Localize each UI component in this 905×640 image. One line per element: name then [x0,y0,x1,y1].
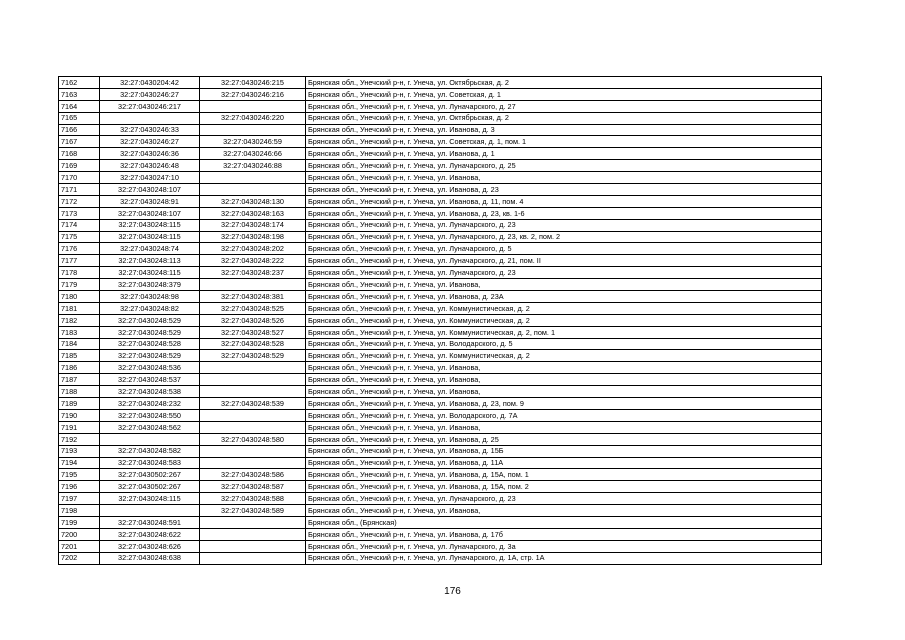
related-cadastral-number-cell: 32:27:0430248:237 [200,267,306,279]
table-row [59,100,822,112]
row-number-cell: 7192 [59,433,100,445]
cadastral-number-cell: 32:27:0430248:528 [100,338,200,350]
table-row [59,148,822,160]
cadastral-number-cell: 32:27:0430248:115 [100,219,200,231]
address-cell: Брянская обл., Унечский р-н, г. Унеча, ул. Луначарского, д. 3а [306,540,822,552]
cadastral-number-cell: 32:27:0430246:36 [100,148,200,160]
related-cadastral-number-cell: 32:27:0430248:198 [200,231,306,243]
related-cadastral-number-cell: 32:27:0430246:88 [200,160,306,172]
table-row [59,231,822,243]
address-cell: Брянская обл., Унечский р-н, г. Унеча, ул. Иванова, д. 25 [306,433,822,445]
table-row [59,445,822,457]
related-cadastral-number-cell [200,100,306,112]
address-cell: Брянская обл., Унечский р-н, г. Унеча, ул. Володарского, д. 5 [306,338,822,350]
address-cell: Брянская обл., Унечский р-н, г. Унеча, ул. Октябрьская, д. 2 [306,112,822,124]
cadastral-number-cell: 32:27:0430248:232 [100,398,200,410]
row-number-cell: 7171 [59,184,100,196]
cadastral-number-cell: 32:27:0430502:267 [100,481,200,493]
address-cell: Брянская обл., Унечский р-н, г. Унеча, ул. Иванова, д. 23, кв. 1-6 [306,207,822,219]
related-cadastral-number-cell: 32:27:0430248:174 [200,219,306,231]
address-cell: Брянская обл., Унечский р-н, г. Унеча, ул. Луначарского, д. 5 [306,243,822,255]
row-number-cell: 7196 [59,481,100,493]
related-cadastral-number-cell [200,362,306,374]
address-cell: Брянская обл., Унечский р-н, г. Унеча, ул. Иванова, д. 23 [306,184,822,196]
table-row [59,88,822,100]
table-row [59,314,822,326]
row-number-cell: 7169 [59,160,100,172]
table-row [59,160,822,172]
related-cadastral-number-cell [200,279,306,291]
address-cell: Брянская обл., Унечский р-н, г. Унеча, ул. Иванова, [306,362,822,374]
table-row [59,255,822,267]
address-cell: Брянская обл., Унечский р-н, г. Унеча, ул. Луначарского, д. 23 [306,219,822,231]
table-row [59,279,822,291]
related-cadastral-number-cell [200,516,306,528]
cadastral-number-cell: 32:27:0430246:27 [100,136,200,148]
registry-table-body [59,77,822,565]
related-cadastral-number-cell: 32:27:0430248:222 [200,255,306,267]
table-row [59,136,822,148]
cadastral-number-cell: 32:27:0430248:536 [100,362,200,374]
related-cadastral-number-cell: 32:27:0430248:528 [200,338,306,350]
related-cadastral-number-cell [200,124,306,136]
related-cadastral-number-cell: 32:27:0430248:527 [200,326,306,338]
cadastral-number-cell: 32:27:0430248:562 [100,421,200,433]
cadastral-number-cell: 32:27:0430248:537 [100,374,200,386]
address-cell: Брянская обл., Унечский р-н, г. Унеча, ул. Советская, д. 1 [306,88,822,100]
cadastral-number-cell: 32:27:0430248:550 [100,409,200,421]
address-cell: Брянская обл., Унечский р-н, г. Унеча, ул. Иванова, д. 15А, пом. 2 [306,481,822,493]
table-row [59,505,822,517]
related-cadastral-number-cell [200,421,306,433]
row-number-cell: 7174 [59,219,100,231]
cadastral-number-cell: 32:27:0430248:529 [100,314,200,326]
cadastral-number-cell: 32:27:0430248:626 [100,540,200,552]
address-cell: Брянская обл., Унечский р-н, г. Унеча, ул. Иванова, д. 15А, пом. 1 [306,469,822,481]
address-cell: Брянская обл., Унечский р-н, г. Унеча, ул. Коммунистическая, д. 2 [306,314,822,326]
related-cadastral-number-cell [200,409,306,421]
address-cell: Брянская обл., Унечский р-н, г. Унеча, ул. Луначарского, д. 1А, стр. 1А [306,552,822,564]
table-row [59,326,822,338]
table-row [59,124,822,136]
row-number-cell: 7199 [59,516,100,528]
address-cell: Брянская обл., Унечский р-н, г. Унеча, ул. Иванова, д. 23А [306,291,822,303]
related-cadastral-number-cell: 32:27:0430246:216 [200,88,306,100]
table-row [59,267,822,279]
row-number-cell: 7185 [59,350,100,362]
table-row [59,552,822,564]
cadastral-number-cell: 32:27:0430246:27 [100,88,200,100]
row-number-cell: 7173 [59,207,100,219]
table-row [59,291,822,303]
row-number-cell: 7172 [59,195,100,207]
cadastral-number-cell: 32:27:0430204:42 [100,77,200,89]
address-cell: Брянская обл., Унечский р-н, г. Унеча, ул. Иванова, [306,505,822,517]
cadastral-number-cell: 32:27:0430248:113 [100,255,200,267]
cadastral-number-cell: 32:27:0430248:638 [100,552,200,564]
table-row [59,195,822,207]
row-number-cell: 7189 [59,398,100,410]
address-cell: Брянская обл., Унечский р-н, г. Унеча, ул. Луначарского, д. 23, кв. 2, пом. 2 [306,231,822,243]
address-cell: Брянская обл., Унечский р-н, г. Унеча, ул. Иванова, [306,172,822,184]
row-number-cell: 7202 [59,552,100,564]
related-cadastral-number-cell: 32:27:0430248:589 [200,505,306,517]
table-row [59,540,822,552]
table-row [59,374,822,386]
related-cadastral-number-cell: 32:27:0430248:580 [200,433,306,445]
address-cell: Брянская обл., Унечский р-н, г. Унеча, ул. Володарского, д. 7А [306,409,822,421]
cadastral-number-cell: 32:27:0430248:583 [100,457,200,469]
table-row [59,243,822,255]
related-cadastral-number-cell: 32:27:0430248:381 [200,291,306,303]
row-number-cell: 7187 [59,374,100,386]
address-cell: Брянская обл., Унечский р-н, г. Унеча, ул. Иванова, [306,279,822,291]
table-row [59,493,822,505]
page-number: 176 [444,586,461,597]
cadastral-number-cell: 32:27:0430248:379 [100,279,200,291]
cadastral-number-cell [100,505,200,517]
row-number-cell: 7201 [59,540,100,552]
cadastral-number-cell: 32:27:0430248:591 [100,516,200,528]
address-cell: Брянская обл., Унечский р-н, г. Унеча, ул. Коммунистическая, д. 2 [306,302,822,314]
row-number-cell: 7165 [59,112,100,124]
row-number-cell: 7191 [59,421,100,433]
table-row [59,184,822,196]
address-cell: Брянская обл., Унечский р-н, г. Унеча, ул. Луначарского, д. 25 [306,160,822,172]
row-number-cell: 7164 [59,100,100,112]
related-cadastral-number-cell: 32:27:0430246:215 [200,77,306,89]
related-cadastral-number-cell: 32:27:0430248:525 [200,302,306,314]
row-number-cell: 7175 [59,231,100,243]
table-row [59,386,822,398]
table-row [59,302,822,314]
related-cadastral-number-cell: 32:27:0430248:163 [200,207,306,219]
address-cell: Брянская обл., Унечский р-н, г. Унеча, ул. Иванова, д. 15Б [306,445,822,457]
table-row [59,207,822,219]
cadastral-number-cell: 32:27:0430248:529 [100,350,200,362]
table-row [59,481,822,493]
row-number-cell: 7190 [59,409,100,421]
cadastral-number-cell: 32:27:0430248:91 [100,195,200,207]
row-number-cell: 7166 [59,124,100,136]
address-cell: Брянская обл., (Брянская) [306,516,822,528]
cadastral-number-cell: 32:27:0430247:10 [100,172,200,184]
related-cadastral-number-cell: 32:27:0430246:220 [200,112,306,124]
address-cell: Брянская обл., Унечский р-н, г. Унеча, ул. Иванова, [306,421,822,433]
cadastral-number-cell: 32:27:0430246:33 [100,124,200,136]
related-cadastral-number-cell [200,552,306,564]
address-cell: Брянская обл., Унечский р-н, г. Унеча, ул. Иванова, д. 17б [306,528,822,540]
table-row [59,528,822,540]
row-number-cell: 7177 [59,255,100,267]
row-number-cell: 7183 [59,326,100,338]
address-cell: Брянская обл., Унечский р-н, г. Унеча, ул. Луначарского, д. 27 [306,100,822,112]
cadastral-number-cell: 32:27:0430248:115 [100,267,200,279]
cadastral-number-cell [100,433,200,445]
row-number-cell: 7178 [59,267,100,279]
address-cell: Брянская обл., Унечский р-н, г. Унеча, ул. Советская, д. 1, пом. 1 [306,136,822,148]
registry-table [58,76,822,565]
row-number-cell: 7176 [59,243,100,255]
address-cell: Брянская обл., Унечский р-н, г. Унеча, ул. Иванова, д. 3 [306,124,822,136]
address-cell: Брянская обл., Унечский р-н, г. Унеча, ул. Коммунистическая, д. 2 [306,350,822,362]
address-cell: Брянская обл., Унечский р-н, г. Унеча, ул. Иванова, д. 1 [306,148,822,160]
table-row [59,338,822,350]
row-number-cell: 7163 [59,88,100,100]
related-cadastral-number-cell: 32:27:0430248:539 [200,398,306,410]
row-number-cell: 7182 [59,314,100,326]
table-row [59,350,822,362]
cadastral-number-cell: 32:27:0430248:538 [100,386,200,398]
row-number-cell: 7197 [59,493,100,505]
cadastral-number-cell: 32:27:0430248:107 [100,207,200,219]
row-number-cell: 7184 [59,338,100,350]
related-cadastral-number-cell: 32:27:0430248:130 [200,195,306,207]
address-cell: Брянская обл., Унечский р-н, г. Унеча, ул. Иванова, д. 23, пом. 9 [306,398,822,410]
related-cadastral-number-cell: 32:27:0430248:526 [200,314,306,326]
table-row [59,77,822,89]
address-cell: Брянская обл., Унечский р-н, г. Унеча, ул. Иванова, д. 11, пом. 4 [306,195,822,207]
table-row [59,421,822,433]
related-cadastral-number-cell: 32:27:0430248:587 [200,481,306,493]
table-row [59,433,822,445]
related-cadastral-number-cell [200,445,306,457]
address-cell: Брянская обл., Унечский р-н, г. Унеча, ул. Иванова, [306,386,822,398]
address-cell: Брянская обл., Унечский р-н, г. Унеча, ул. Октябрьская, д. 2 [306,77,822,89]
related-cadastral-number-cell [200,172,306,184]
related-cadastral-number-cell: 32:27:0430248:588 [200,493,306,505]
cadastral-number-cell: 32:27:0430246:217 [100,100,200,112]
cadastral-number-cell: 32:27:0430248:74 [100,243,200,255]
address-cell: Брянская обл., Унечский р-н, г. Унеча, ул. Луначарского, д. 23 [306,267,822,279]
row-number-cell: 7186 [59,362,100,374]
cadastral-number-cell: 32:27:0430248:115 [100,493,200,505]
table-row [59,219,822,231]
table-row [59,172,822,184]
row-number-cell: 7195 [59,469,100,481]
related-cadastral-number-cell [200,386,306,398]
row-number-cell: 7179 [59,279,100,291]
cadastral-number-cell: 32:27:0430248:622 [100,528,200,540]
address-cell: Брянская обл., Унечский р-н, г. Унеча, ул. Луначарского, д. 23 [306,493,822,505]
related-cadastral-number-cell [200,540,306,552]
cadastral-number-cell: 32:27:0430502:267 [100,469,200,481]
cadastral-number-cell: 32:27:0430248:582 [100,445,200,457]
cadastral-number-cell: 32:27:0430248:107 [100,184,200,196]
row-number-cell: 7181 [59,302,100,314]
related-cadastral-number-cell: 32:27:0430248:529 [200,350,306,362]
table-row [59,112,822,124]
cadastral-number-cell: 32:27:0430248:82 [100,302,200,314]
address-cell: Брянская обл., Унечский р-н, г. Унеча, ул. Иванова, [306,374,822,386]
row-number-cell: 7188 [59,386,100,398]
row-number-cell: 7198 [59,505,100,517]
related-cadastral-number-cell [200,184,306,196]
row-number-cell: 7194 [59,457,100,469]
row-number-cell: 7168 [59,148,100,160]
related-cadastral-number-cell: 32:27:0430248:202 [200,243,306,255]
related-cadastral-number-cell [200,374,306,386]
table-row [59,409,822,421]
related-cadastral-number-cell [200,528,306,540]
table-row [59,469,822,481]
related-cadastral-number-cell: 32:27:0430246:59 [200,136,306,148]
related-cadastral-number-cell: 32:27:0430246:66 [200,148,306,160]
row-number-cell: 7167 [59,136,100,148]
row-number-cell: 7162 [59,77,100,89]
row-number-cell: 7193 [59,445,100,457]
address-cell: Брянская обл., Унечский р-н, г. Унеча, ул. Коммунистическая, д. 2, пом. 1 [306,326,822,338]
table-row [59,362,822,374]
cadastral-number-cell [100,112,200,124]
table-row [59,457,822,469]
related-cadastral-number-cell: 32:27:0430248:586 [200,469,306,481]
cadastral-number-cell: 32:27:0430248:98 [100,291,200,303]
address-cell: Брянская обл., Унечский р-н, г. Унеча, ул. Иванова, д. 11А [306,457,822,469]
cadastral-number-cell: 32:27:0430248:529 [100,326,200,338]
row-number-cell: 7180 [59,291,100,303]
row-number-cell: 7170 [59,172,100,184]
related-cadastral-number-cell [200,457,306,469]
cadastral-number-cell: 32:27:0430246:48 [100,160,200,172]
table-row [59,516,822,528]
address-cell: Брянская обл., Унечский р-н, г. Унеча, ул. Луначарского, д. 21, пом. II [306,255,822,267]
row-number-cell: 7200 [59,528,100,540]
cadastral-number-cell: 32:27:0430248:115 [100,231,200,243]
table-row [59,398,822,410]
